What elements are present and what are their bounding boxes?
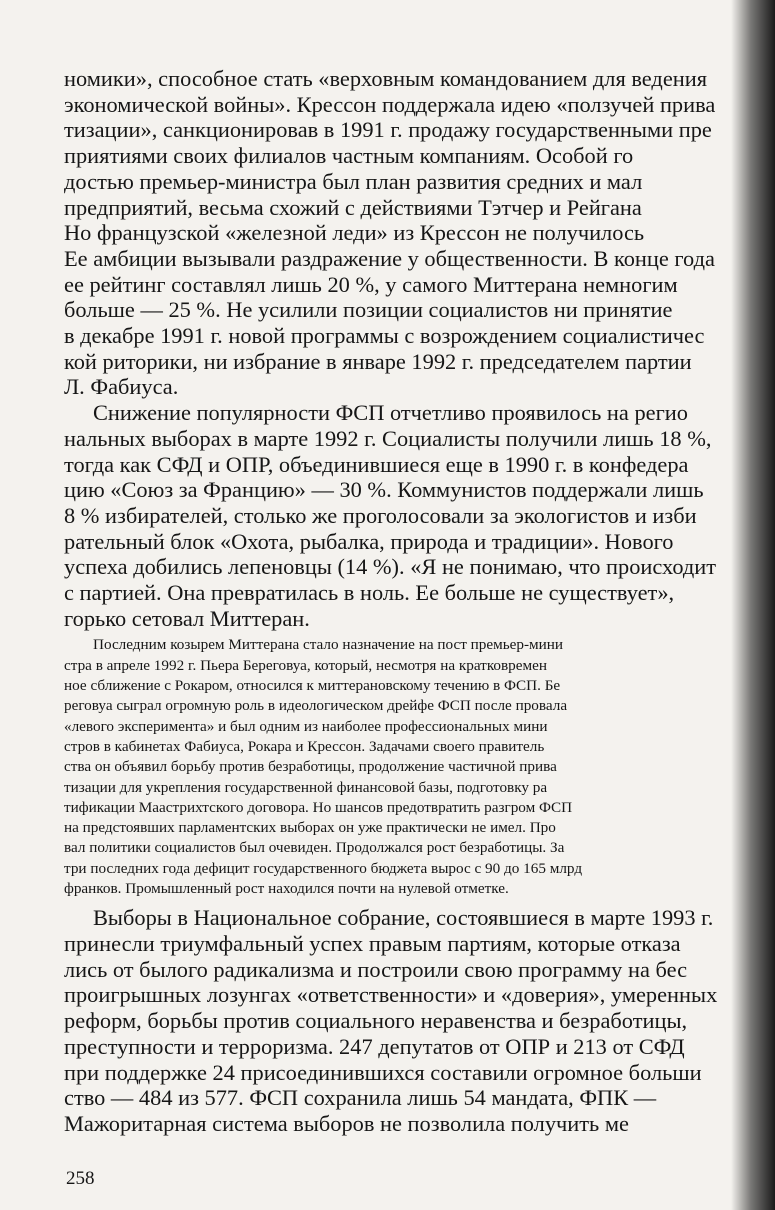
- body-text: [64, 66, 736, 1137]
- text-line: кой риторики, ни избрание в январе 1992 г. председателем партии: [64, 348, 692, 374]
- text-line: приятиями своих филиалов частным компаниям. Особой го: [64, 143, 634, 169]
- text-line: Но французской «железной леди» из Крессон не получилось: [64, 220, 645, 246]
- scan-shadow-edge: [731, 0, 775, 1210]
- text-line: «левого эксперимента» и был одним из наиболее профессиональных мини: [64, 717, 548, 735]
- text-line: преступности и терроризма. 247 депутатов от ОПР и 213 от СФД: [64, 1033, 685, 1059]
- text-line: с партией. Она превратилась в ноль. Ее больше не существует»,: [64, 580, 675, 606]
- text-line: Последним козырем Миттерана стало назначение на пост премьер-мини: [93, 636, 564, 654]
- text-line: нальных выборах в марте 1992 г. Социалисты получили лишь 18 %,: [64, 425, 712, 451]
- text-line: на предстоявших парламентских выборах он уже практически не имел. Про: [64, 819, 556, 837]
- text-line: тизации для укрепления государственной финансовой базы, подготовку ра: [64, 778, 548, 796]
- text-line: ства он объявил борьбу против безработицы, продолжение частичной прива: [64, 758, 557, 776]
- text-line: рательный блок «Охота, рыбалка, природа и традиции». Нового: [64, 528, 674, 554]
- text-line: номики», способное стать «верховным командованием для ведения: [64, 66, 708, 91]
- text-line: лись от былого радикализма и построили свою программу на бес: [64, 956, 688, 982]
- paragraph-4: [64, 905, 736, 1136]
- text-line: франков. Промышленный рост находился почти на нулевой отметке.: [64, 880, 509, 898]
- text-line: реформ, борьбы против социального неравенства и безработицы,: [64, 1008, 688, 1034]
- text-line: тогда как СФД и ОПР, объединившиеся еще в 1990 г. в конфедера: [64, 451, 689, 477]
- text-line: Мажоритарная система выборов не позволила получить ме: [64, 1110, 629, 1136]
- text-line: тизации», санкционировав в 1991 г. продажу государственными пре: [64, 117, 712, 143]
- text-line: реговуа сыграл огромную роль в идеологическом дрейфе ФСП после провала: [64, 697, 568, 715]
- text-line: цию «Союз за Францию» — 30 %. Коммунистов поддержали лишь: [64, 477, 704, 503]
- text-line: ее рейтинг составлял лишь 20 %, у самого Миттерана немногим: [64, 271, 678, 297]
- text-line: экономической войны». Крессон поддержала идею «ползучей прива: [64, 91, 716, 117]
- text-line: принесли триумфальный успех правым партиям, которые отказа: [64, 931, 681, 957]
- text-line: Снижение популярности ФСП отчетливо проявилось на регио: [93, 400, 688, 426]
- text-line: тификации Маастрихтского договора. Но шансов предотвратить разгром ФСП: [64, 798, 573, 816]
- paragraph-3-small-print: [64, 635, 736, 899]
- text-line: ство — 484 из 577. ФСП сохранила лишь 54 мандата, ФПК —: [64, 1085, 657, 1111]
- text-line: достью премьер-министра был план развития средних и мал: [64, 168, 643, 194]
- text-line: три последних года дефицит государственного бюджета вырос с 90 до 165 млрд: [64, 859, 583, 877]
- text-line: 8 % избирателей, столько же проголосовали за экологистов и изби: [64, 502, 697, 528]
- text-line: Ее амбиции вызывали раздражение у общественности. В конце года: [64, 245, 715, 271]
- text-line: проигрышных лозунгах «ответственности» и «доверия», умеренных: [64, 982, 718, 1008]
- page-number: 258: [66, 1168, 95, 1189]
- text-line: ное сближение с Рокаром, относился к миттерановскому течению в ФСП. Бе: [64, 677, 561, 695]
- text-line: в декабре 1991 г. новой программы с возрождением социалистичес: [64, 323, 705, 349]
- text-line: больше — 25 %. Не усилили позиции социалистов ни принятие: [64, 297, 673, 323]
- text-line: Выборы в Национальное собрание, состоявшиеся в марте 1993 г.: [93, 905, 714, 931]
- text-line: при поддержке 24 присоединившихся составили огромное больши: [64, 1059, 702, 1085]
- text-line: успеха добились лепеновцы (14 %). «Я не понимаю, что происходит: [64, 554, 717, 580]
- text-line: стра в апреле 1992 г. Пьера Береговуа, который, несмотря на кратковремен: [64, 656, 548, 674]
- text-line: горько сетовал Миттеран.: [64, 605, 310, 631]
- paragraph-2: [64, 400, 736, 631]
- paragraph-1: [64, 66, 736, 400]
- text-line: стров в кабинетах Фабиуса, Рокара и Крессон. Задачами своего правитель: [64, 737, 545, 755]
- text-line: вал политики социалистов был очевиден. Продолжался рост безработицы. За: [64, 839, 565, 857]
- text-line: Л. Фабиуса.: [64, 374, 179, 400]
- text-line: предприятий, весьма схожий с действиями Тэтчер и Рейгана: [64, 194, 642, 220]
